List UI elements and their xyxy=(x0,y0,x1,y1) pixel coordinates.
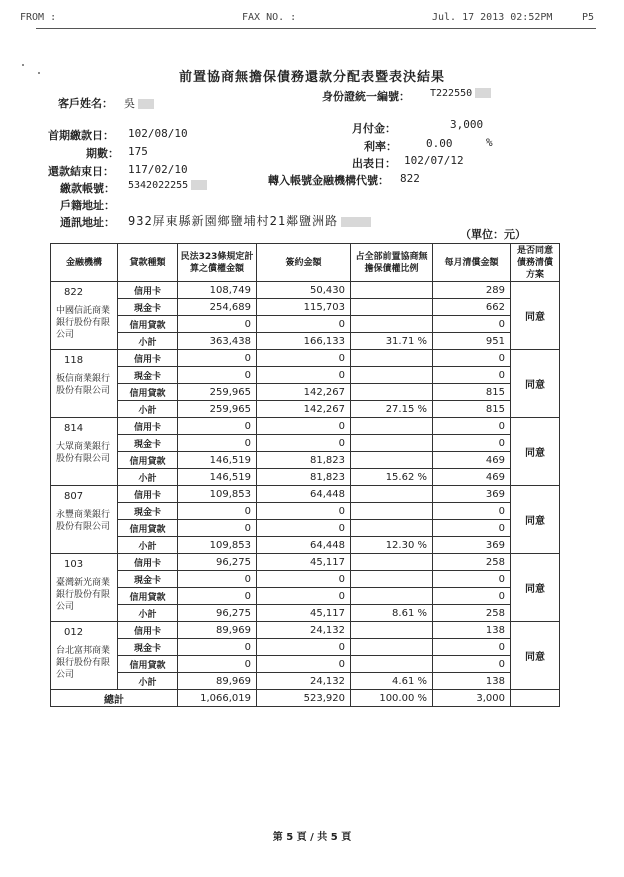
loan-type: 現金卡 xyxy=(118,435,178,452)
claim-ratio xyxy=(351,435,433,452)
household-address-label: 戶籍地址： xyxy=(60,199,115,212)
signed-amount: 24,132 xyxy=(257,622,351,639)
table-row xyxy=(51,401,560,418)
claim-ratio xyxy=(351,486,433,503)
table-row xyxy=(51,282,560,299)
col-header-claim-amount: 民法323條規定計算之償權金額 xyxy=(178,244,257,282)
end-date-label: 還款結束日： xyxy=(48,165,114,178)
signed-amount: 166,133 xyxy=(257,333,351,350)
claim-ratio xyxy=(351,554,433,571)
loan-type: 小計 xyxy=(118,333,178,350)
loan-type: 信用貸款 xyxy=(118,316,178,333)
institution-cell xyxy=(51,486,118,554)
fax-page-code: P5 xyxy=(582,12,595,23)
claim-amount: 0 xyxy=(178,367,257,384)
table-row xyxy=(51,622,560,639)
interest-rate-value: 0.00 xyxy=(426,137,453,150)
col-header-signed-amount: 簽約金額 xyxy=(257,244,351,282)
claim-amount: 0 xyxy=(178,520,257,537)
fax-number-label: FAX NO. : xyxy=(242,12,297,23)
claim-amount: 0 xyxy=(178,639,257,656)
agreement-status: 同意 xyxy=(511,554,560,622)
loan-type: 現金卡 xyxy=(118,639,178,656)
claim-amount: 96,275 xyxy=(178,554,257,571)
monthly-amount: 289 xyxy=(433,282,511,299)
mailing-address-label: 通訊地址： xyxy=(60,216,115,229)
col-header-monthly: 每月清償金額 xyxy=(433,244,511,282)
table-row xyxy=(51,554,560,571)
institution-cell xyxy=(51,418,118,486)
monthly-amount: 0 xyxy=(433,588,511,605)
claim-amount: 0 xyxy=(178,503,257,520)
claim-ratio: 4.61 % xyxy=(351,673,433,690)
signed-amount: 0 xyxy=(257,367,351,384)
fax-from-label: FROM : xyxy=(20,12,57,23)
first-payment-label: 首期繳款日： xyxy=(48,129,114,142)
table-row xyxy=(51,537,560,554)
institution-cell xyxy=(51,622,118,690)
monthly-payment-value: 3,000 xyxy=(450,118,484,131)
agreement-status: 同意 xyxy=(511,622,560,690)
monthly-amount: 0 xyxy=(433,520,511,537)
claim-amount: 0 xyxy=(178,435,257,452)
institution-name: 台北富邦商業銀行股份有限公司 xyxy=(56,646,111,680)
claim-amount: 0 xyxy=(178,350,257,367)
signed-amount: 0 xyxy=(257,656,351,673)
table-row xyxy=(51,418,560,435)
institution-code: 012 xyxy=(64,627,84,638)
table-row xyxy=(51,588,560,605)
loan-type: 信用貸款 xyxy=(118,384,178,401)
signed-amount: 0 xyxy=(257,418,351,435)
institution-name: 中國信託商業銀行股份有限公司 xyxy=(56,306,111,340)
monthly-amount: 138 xyxy=(433,673,511,690)
signed-amount: 24,132 xyxy=(257,673,351,690)
institution-cell xyxy=(51,554,118,622)
table-row xyxy=(51,435,560,452)
table-row xyxy=(51,469,560,486)
loan-type: 信用卡 xyxy=(118,622,178,639)
monthly-amount: 0 xyxy=(433,350,511,367)
monthly-amount: 815 xyxy=(433,384,511,401)
claim-ratio xyxy=(351,384,433,401)
id-value: T222550 xyxy=(430,88,491,99)
id-label: 身份證統一編號： xyxy=(322,90,410,103)
total-label: 總計 xyxy=(51,690,178,707)
table-row xyxy=(51,656,560,673)
institution-code: 822 xyxy=(64,287,84,298)
claim-ratio xyxy=(351,367,433,384)
fax-datetime: Jul. 17 2013 02:52PM xyxy=(432,12,553,23)
loan-type: 信用卡 xyxy=(118,350,178,367)
first-payment-date: 102/08/10 xyxy=(128,127,188,140)
monthly-amount: 0 xyxy=(433,435,511,452)
monthly-amount: 951 xyxy=(433,333,511,350)
document-title: 前置協商無擔保債務還款分配表暨表決結果 xyxy=(178,70,445,85)
table-row xyxy=(51,350,560,367)
monthly-amount: 0 xyxy=(433,639,511,656)
signed-amount: 0 xyxy=(257,435,351,452)
signed-amount: 0 xyxy=(257,571,351,588)
table-row xyxy=(51,503,560,520)
monthly-amount: 138 xyxy=(433,622,511,639)
periods-value: 175 xyxy=(128,145,148,158)
col-header-ratio: 占全部前置協商無擔保債權比例 xyxy=(351,244,433,282)
signed-amount: 81,823 xyxy=(257,452,351,469)
total-ratio: 100.00 % xyxy=(351,690,433,707)
signed-amount: 81,823 xyxy=(257,469,351,486)
interest-rate-label: 利率： xyxy=(364,140,397,153)
loan-type: 現金卡 xyxy=(118,503,178,520)
agreement-status: 同意 xyxy=(511,350,560,418)
loan-type: 信用貸款 xyxy=(118,656,178,673)
monthly-amount: 0 xyxy=(433,503,511,520)
redaction-mark xyxy=(138,99,154,109)
agreement-status: 同意 xyxy=(511,486,560,554)
fax-header-rule xyxy=(36,28,596,29)
transfer-bank-label: 轉入帳號金融機構代號： xyxy=(268,174,389,187)
claim-ratio: 15.62 % xyxy=(351,469,433,486)
claim-amount: 109,853 xyxy=(178,537,257,554)
claim-amount: 0 xyxy=(178,656,257,673)
col-header-institution: 金融機構 xyxy=(51,244,118,282)
claim-ratio: 27.15 % xyxy=(351,401,433,418)
unit-label: （單位：元） xyxy=(460,228,526,241)
loan-type: 現金卡 xyxy=(118,367,178,384)
loan-type: 信用卡 xyxy=(118,418,178,435)
loan-type: 小計 xyxy=(118,605,178,622)
table-row xyxy=(51,316,560,333)
loan-type: 信用卡 xyxy=(118,486,178,503)
agreement-status: 同意 xyxy=(511,282,560,350)
claim-amount: 0 xyxy=(178,418,257,435)
table-row xyxy=(51,639,560,656)
loan-type: 現金卡 xyxy=(118,571,178,588)
monthly-amount: 0 xyxy=(433,316,511,333)
claim-ratio: 8.61 % xyxy=(351,605,433,622)
loan-type: 信用貸款 xyxy=(118,452,178,469)
redaction-mark xyxy=(191,180,207,190)
claim-amount: 96,275 xyxy=(178,605,257,622)
claim-amount: 259,965 xyxy=(178,401,257,418)
monthly-amount: 0 xyxy=(433,656,511,673)
signed-amount: 0 xyxy=(257,316,351,333)
table-row xyxy=(51,384,560,401)
table-row xyxy=(51,673,560,690)
col-header-loan-type: 貸款種類 xyxy=(118,244,178,282)
account-label: 繳款帳號： xyxy=(60,182,115,195)
claim-amount: 0 xyxy=(178,316,257,333)
account-value: 5342022255 xyxy=(128,180,207,191)
monthly-amount: 369 xyxy=(433,537,511,554)
monthly-amount: 0 xyxy=(433,367,511,384)
agreement-status: 同意 xyxy=(511,418,560,486)
loan-type: 現金卡 xyxy=(118,299,178,316)
monthly-amount: 0 xyxy=(433,418,511,435)
table-row xyxy=(51,299,560,316)
loan-type: 小計 xyxy=(118,673,178,690)
signed-amount: 64,448 xyxy=(257,537,351,554)
monthly-payment-label: 月付金： xyxy=(352,122,396,135)
table-header-row xyxy=(51,244,560,282)
monthly-amount: 815 xyxy=(433,401,511,418)
signed-amount: 45,117 xyxy=(257,554,351,571)
table-row xyxy=(51,486,560,503)
total-claim: 1,066,019 xyxy=(178,690,257,707)
monthly-amount: 258 xyxy=(433,605,511,622)
signed-amount: 50,430 xyxy=(257,282,351,299)
issue-date-value: 102/07/12 xyxy=(404,154,464,167)
claim-ratio: 12.30 % xyxy=(351,537,433,554)
signed-amount: 0 xyxy=(257,639,351,656)
transfer-bank-code: 822 xyxy=(400,172,420,185)
table-row xyxy=(51,520,560,537)
loan-type: 小計 xyxy=(118,537,178,554)
interest-rate-unit: % xyxy=(486,136,493,149)
institution-code: 807 xyxy=(64,491,84,502)
claim-amount: 0 xyxy=(178,571,257,588)
table-row xyxy=(51,452,560,469)
signed-amount: 0 xyxy=(257,520,351,537)
institution-code: 103 xyxy=(64,559,84,570)
claim-amount: 109,853 xyxy=(178,486,257,503)
claim-ratio xyxy=(351,299,433,316)
signed-amount: 45,117 xyxy=(257,605,351,622)
claim-ratio xyxy=(351,622,433,639)
monthly-amount: 662 xyxy=(433,299,511,316)
institution-name: 大眾商業銀行股份有限公司 xyxy=(56,442,111,464)
loan-type: 信用卡 xyxy=(118,282,178,299)
loan-type: 信用貸款 xyxy=(118,520,178,537)
claim-amount: 0 xyxy=(178,588,257,605)
col-header-agreement: 是否同意債務清償方案 xyxy=(511,244,560,282)
signed-amount: 0 xyxy=(257,588,351,605)
claim-amount: 89,969 xyxy=(178,673,257,690)
claim-ratio xyxy=(351,282,433,299)
institution-name: 板信商業銀行股份有限公司 xyxy=(56,374,111,396)
monthly-amount: 258 xyxy=(433,554,511,571)
table-row xyxy=(51,333,560,350)
total-signed: 523,920 xyxy=(257,690,351,707)
mailing-address: 932屏東縣新園鄉鹽埔村21鄰鹽洲路 xyxy=(128,212,371,229)
signed-amount: 0 xyxy=(257,350,351,367)
signed-amount: 0 xyxy=(257,503,351,520)
signed-amount: 64,448 xyxy=(257,486,351,503)
total-row xyxy=(51,690,560,707)
signed-amount: 142,267 xyxy=(257,401,351,418)
claim-amount: 108,749 xyxy=(178,282,257,299)
periods-label: 期數： xyxy=(86,147,119,160)
table-row xyxy=(51,367,560,384)
total-monthly: 3,000 xyxy=(433,690,511,707)
redaction-mark xyxy=(341,217,371,227)
claim-amount: 146,519 xyxy=(178,469,257,486)
claim-ratio xyxy=(351,350,433,367)
claim-amount: 146,519 xyxy=(178,452,257,469)
total-agreement-empty xyxy=(511,690,560,707)
monthly-amount: 469 xyxy=(433,452,511,469)
signed-amount: 142,267 xyxy=(257,384,351,401)
monthly-amount: 469 xyxy=(433,469,511,486)
institution-cell xyxy=(51,282,118,350)
loan-type: 信用貸款 xyxy=(118,588,178,605)
institution-code: 814 xyxy=(64,423,84,434)
signed-amount: 115,703 xyxy=(257,299,351,316)
repayment-allocation-table xyxy=(50,243,560,707)
claim-ratio xyxy=(351,520,433,537)
end-date-value: 117/02/10 xyxy=(128,163,188,176)
table-row xyxy=(51,571,560,588)
loan-type: 小計 xyxy=(118,469,178,486)
customer-name-label: 客戶姓名： xyxy=(58,97,113,110)
institution-cell xyxy=(51,350,118,418)
claim-ratio xyxy=(351,418,433,435)
issue-date-label: 出表日： xyxy=(352,157,396,170)
loan-type: 小計 xyxy=(118,401,178,418)
table-row xyxy=(51,605,560,622)
institution-name: 永豐商業銀行股份有限公司 xyxy=(56,510,111,532)
institution-name: 臺灣新光商業銀行股份有限公司 xyxy=(56,578,111,612)
monthly-amount: 0 xyxy=(433,571,511,588)
loan-type: 信用卡 xyxy=(118,554,178,571)
redaction-mark xyxy=(475,88,491,98)
claim-ratio xyxy=(351,503,433,520)
claim-amount: 89,969 xyxy=(178,622,257,639)
claim-ratio xyxy=(351,639,433,656)
claim-amount: 259,965 xyxy=(178,384,257,401)
claim-amount: 254,689 xyxy=(178,299,257,316)
claim-ratio xyxy=(351,571,433,588)
page-footer: 第 5 頁 / 共 5 頁 xyxy=(272,832,352,843)
claim-ratio xyxy=(351,452,433,469)
customer-name: 吳 xyxy=(124,95,154,111)
claim-ratio xyxy=(351,656,433,673)
claim-ratio: 31.71 % xyxy=(351,333,433,350)
claim-ratio xyxy=(351,588,433,605)
monthly-amount: 369 xyxy=(433,486,511,503)
claim-amount: 363,438 xyxy=(178,333,257,350)
institution-code: 118 xyxy=(64,355,84,366)
claim-ratio xyxy=(351,316,433,333)
